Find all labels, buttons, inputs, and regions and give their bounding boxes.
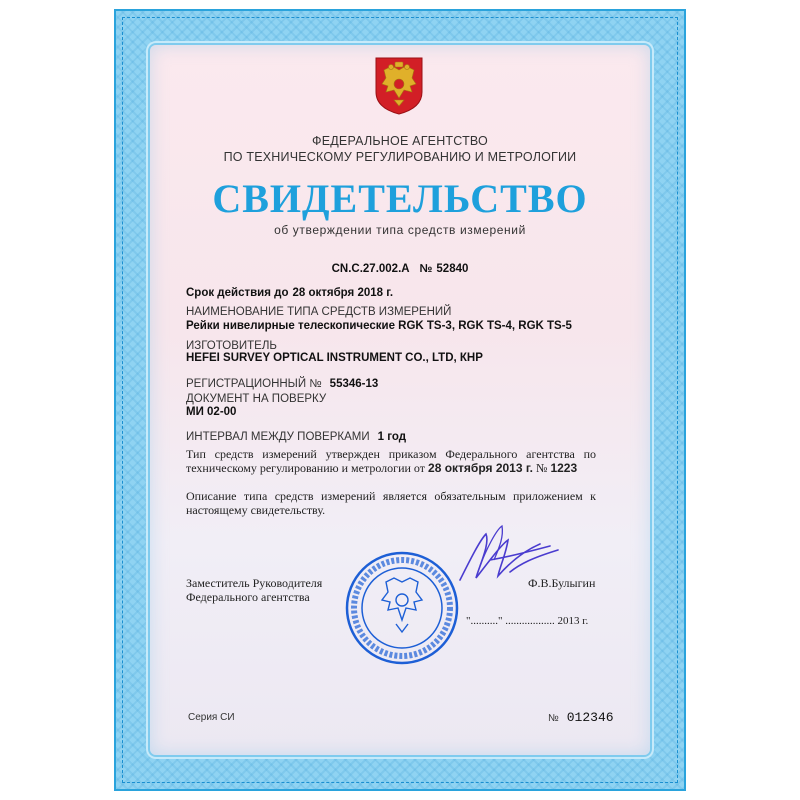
manufacturer-value: HEFEI SURVEY OPTICAL INSTRUMENT CO., LTD, КНР	[186, 352, 483, 364]
signature-date-line: ".........." .................. 2013 г.	[466, 615, 589, 627]
document-title: СВИДЕТЕЛЬСТВО	[212, 176, 588, 221]
blank-number-line	[548, 708, 614, 726]
appendix-paragraph: Описание типа средств измерений является обязательным приложением к настоящему свидетельству.	[186, 489, 596, 517]
signer-name: Ф.В.Булыгин	[528, 576, 596, 590]
certificate-number-line	[300, 259, 500, 277]
signer-position	[186, 576, 322, 604]
number-sign: №	[419, 263, 433, 275]
agency-name-line1: ФЕДЕРАЛЬНОЕ АГЕНТСТВО	[312, 134, 488, 148]
type-name-value: Рейки нивелирные телескопические RGK TS-3, RGK TS-4, RGK TS-5	[186, 320, 572, 332]
certificate-number: 52840	[436, 263, 469, 275]
registration-value: 55346-13	[329, 378, 379, 390]
validity-label: Срок действия до	[186, 287, 289, 299]
approval-date: 28 октября 2013 г.	[428, 461, 533, 475]
interval-label: ИНТЕРВАЛ МЕЖДУ ПОВЕРКАМИ	[186, 431, 370, 443]
signer-position-line2: Федерального агентства	[186, 590, 310, 604]
coat-of-arms-emblem	[374, 56, 424, 116]
interval-line	[186, 427, 406, 445]
series-label: Серия СИ	[188, 712, 235, 723]
registration-line	[186, 374, 378, 392]
approval-order-number: 1223	[550, 461, 578, 475]
approval-paragraph	[186, 447, 596, 475]
approval-text-part2: №	[533, 461, 551, 475]
interval-value: 1 год	[377, 431, 407, 443]
agency-name-line2: ПО ТЕХНИЧЕСКОМУ РЕГУЛИРОВАНИЮ И МЕТРОЛОГИИ	[223, 150, 577, 164]
verification-doc-value: МИ 02-00	[186, 406, 237, 418]
blank-number-sign: №	[548, 713, 559, 724]
validity-line	[186, 283, 393, 301]
document-subtitle: об утверждении типа средств измерений	[274, 223, 526, 237]
signer-position-line1: Заместитель Руководителя	[186, 576, 323, 590]
approval-text-part1: Тип средств измерений утвержден приказом Федерального агентства по техническому регулированию и метрологии от	[186, 447, 596, 475]
official-round-stamp	[344, 550, 460, 666]
type-name-label: НАИМЕНОВАНИЕ ТИПА СРЕДСТВ ИЗМЕРЕНИЙ	[186, 306, 452, 318]
verification-doc-label: ДОКУМЕНТ НА ПОВЕРКУ	[186, 393, 327, 405]
certificate-code: CN.C.27.002.A	[331, 263, 410, 275]
registration-label: РЕГИСТРАЦИОННЫЙ №	[186, 378, 322, 390]
manufacturer-label: ИЗГОТОВИТЕЛЬ	[186, 340, 277, 352]
blank-number: 012346	[566, 710, 614, 725]
validity-value: 28 октября 2018 г.	[292, 287, 394, 299]
